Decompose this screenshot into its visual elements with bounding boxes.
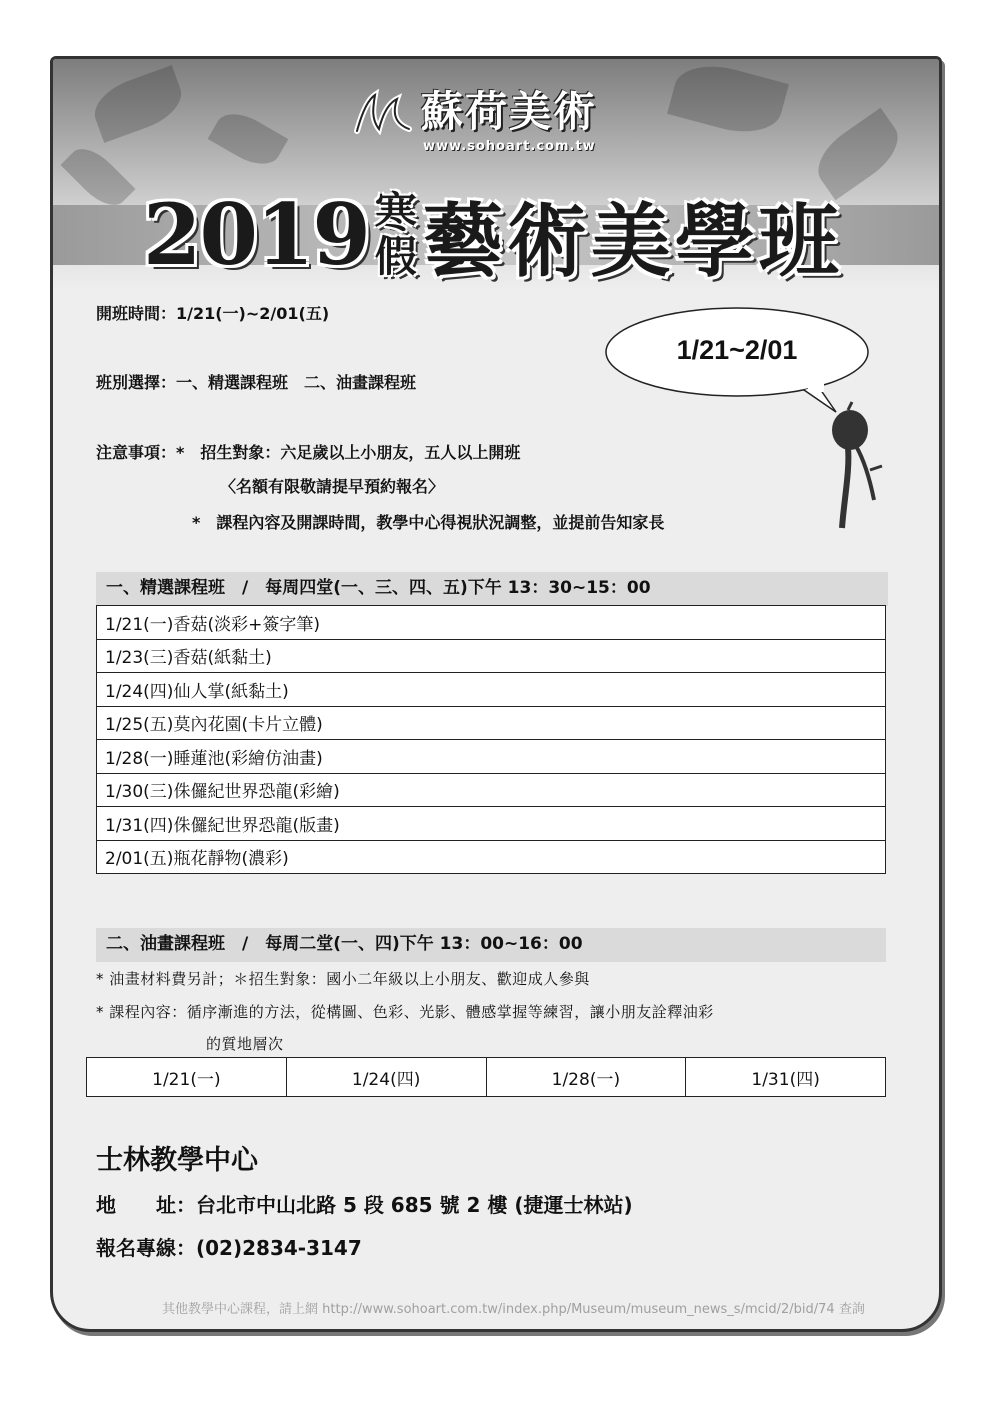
section2-heading: 二、油畫課程班 / 每周二堂(一、四)下午 13：00~16：00 (96, 928, 886, 962)
table-row (97, 773, 886, 807)
figure-illustration-icon (820, 400, 890, 540)
table-row (97, 673, 886, 707)
footer-note: 其他教學中心課程，請上網 http://www.sohoart.com.tw/index.php/Museum/museum_news_s/mcid/2/bid/74 查詢 (162, 1302, 865, 1317)
title-stacked-chars (374, 187, 417, 281)
brand-url: www.sohoart.com.tw (423, 139, 596, 154)
date-cell: 1/21(一) (87, 1058, 287, 1097)
center-address: 地 址：台北市中山北路 5 段 685 號 2 樓 (捷運士林站) (96, 1193, 633, 1217)
section1-heading: 一、精選課程班 / 每周四堂(一、三、四、五)下午 13：30~15：00 (96, 572, 888, 606)
table-cell: 1/28(一)睡蓮池(彩繪仿油畫) (97, 740, 886, 774)
table-row (97, 606, 886, 640)
brand-logo-icon (353, 89, 413, 135)
schedule-text: 開班時間：1/21(一)~2/01(五) (96, 304, 330, 323)
oil-class-note-3: 的質地層次 (206, 1035, 284, 1053)
title-stack-bottom: 假 (374, 231, 417, 281)
center-phone: 報名專線：(02)2834-3147 (96, 1236, 362, 1260)
table-row (97, 740, 886, 774)
table-cell: 1/24(四)仙人掌(紙黏土) (97, 673, 886, 707)
table-row (97, 706, 886, 740)
table-cell: 1/21(一)香菇(淡彩+簽字筆) (97, 606, 886, 640)
table-row (97, 807, 886, 841)
title-rest: 藝術美學班 (422, 194, 843, 288)
title-year: 2019 (143, 185, 369, 284)
oil-class-dates-table (86, 1057, 886, 1097)
table-cell: 1/31(四)侏儸紀世界恐龍(版畫) (97, 807, 886, 841)
date-cell: 1/31(四) (686, 1058, 886, 1097)
date-cell: 1/28(一) (486, 1058, 686, 1097)
brand-name: 蘇荷美術 (421, 87, 598, 136)
title-stack-top: 寒 (374, 187, 417, 237)
leaf-decoration (61, 140, 136, 215)
date-cell: 1/24(四) (286, 1058, 486, 1097)
leaf-decoration (208, 104, 289, 174)
page-title (143, 177, 843, 292)
table-row (87, 1058, 886, 1097)
leaf-decoration (667, 56, 789, 142)
notice-line-3: * 課程內容及開課時間，教學中心得視狀況調整，並提前告知家長 (192, 513, 665, 532)
notice-line-2: 〈名額有限敬請提早預約報名〉 (220, 477, 445, 496)
oil-class-note-1: * 油畫材料費另計；＊招生對象：國小二年級以上小朋友、歡迎成人參與 (96, 970, 590, 988)
table-row (97, 840, 886, 874)
center-title: 士林教學中心 (96, 1145, 258, 1176)
bubble-date-range: 1/21~2/01 (676, 335, 798, 365)
table-cell: 1/23(三)香菇(紙黏土) (97, 639, 886, 673)
brand-logo (353, 87, 598, 154)
table-cell: 1/25(五)莫內花園(卡片立體) (97, 706, 886, 740)
class-options-text: 班別選擇：一、精選課程班 二、油畫課程班 (96, 373, 417, 392)
notice-line-1: 注意事項：* 招生對象：六足歲以上小朋友，五人以上開班 (96, 443, 521, 462)
table-cell: 2/01(五)瓶花靜物(濃彩) (97, 840, 886, 874)
oil-class-note-2: * 課程內容：循序漸進的方法，從構圖、色彩、光影、體感掌握等練習，讓小朋友詮釋油彩 (96, 1003, 714, 1021)
leaf-decoration (87, 65, 189, 143)
table-cell: 1/30(三)侏儸紀世界恐龍(彩繪) (97, 773, 886, 807)
class-schedule-table (96, 605, 886, 874)
table-row (97, 639, 886, 673)
